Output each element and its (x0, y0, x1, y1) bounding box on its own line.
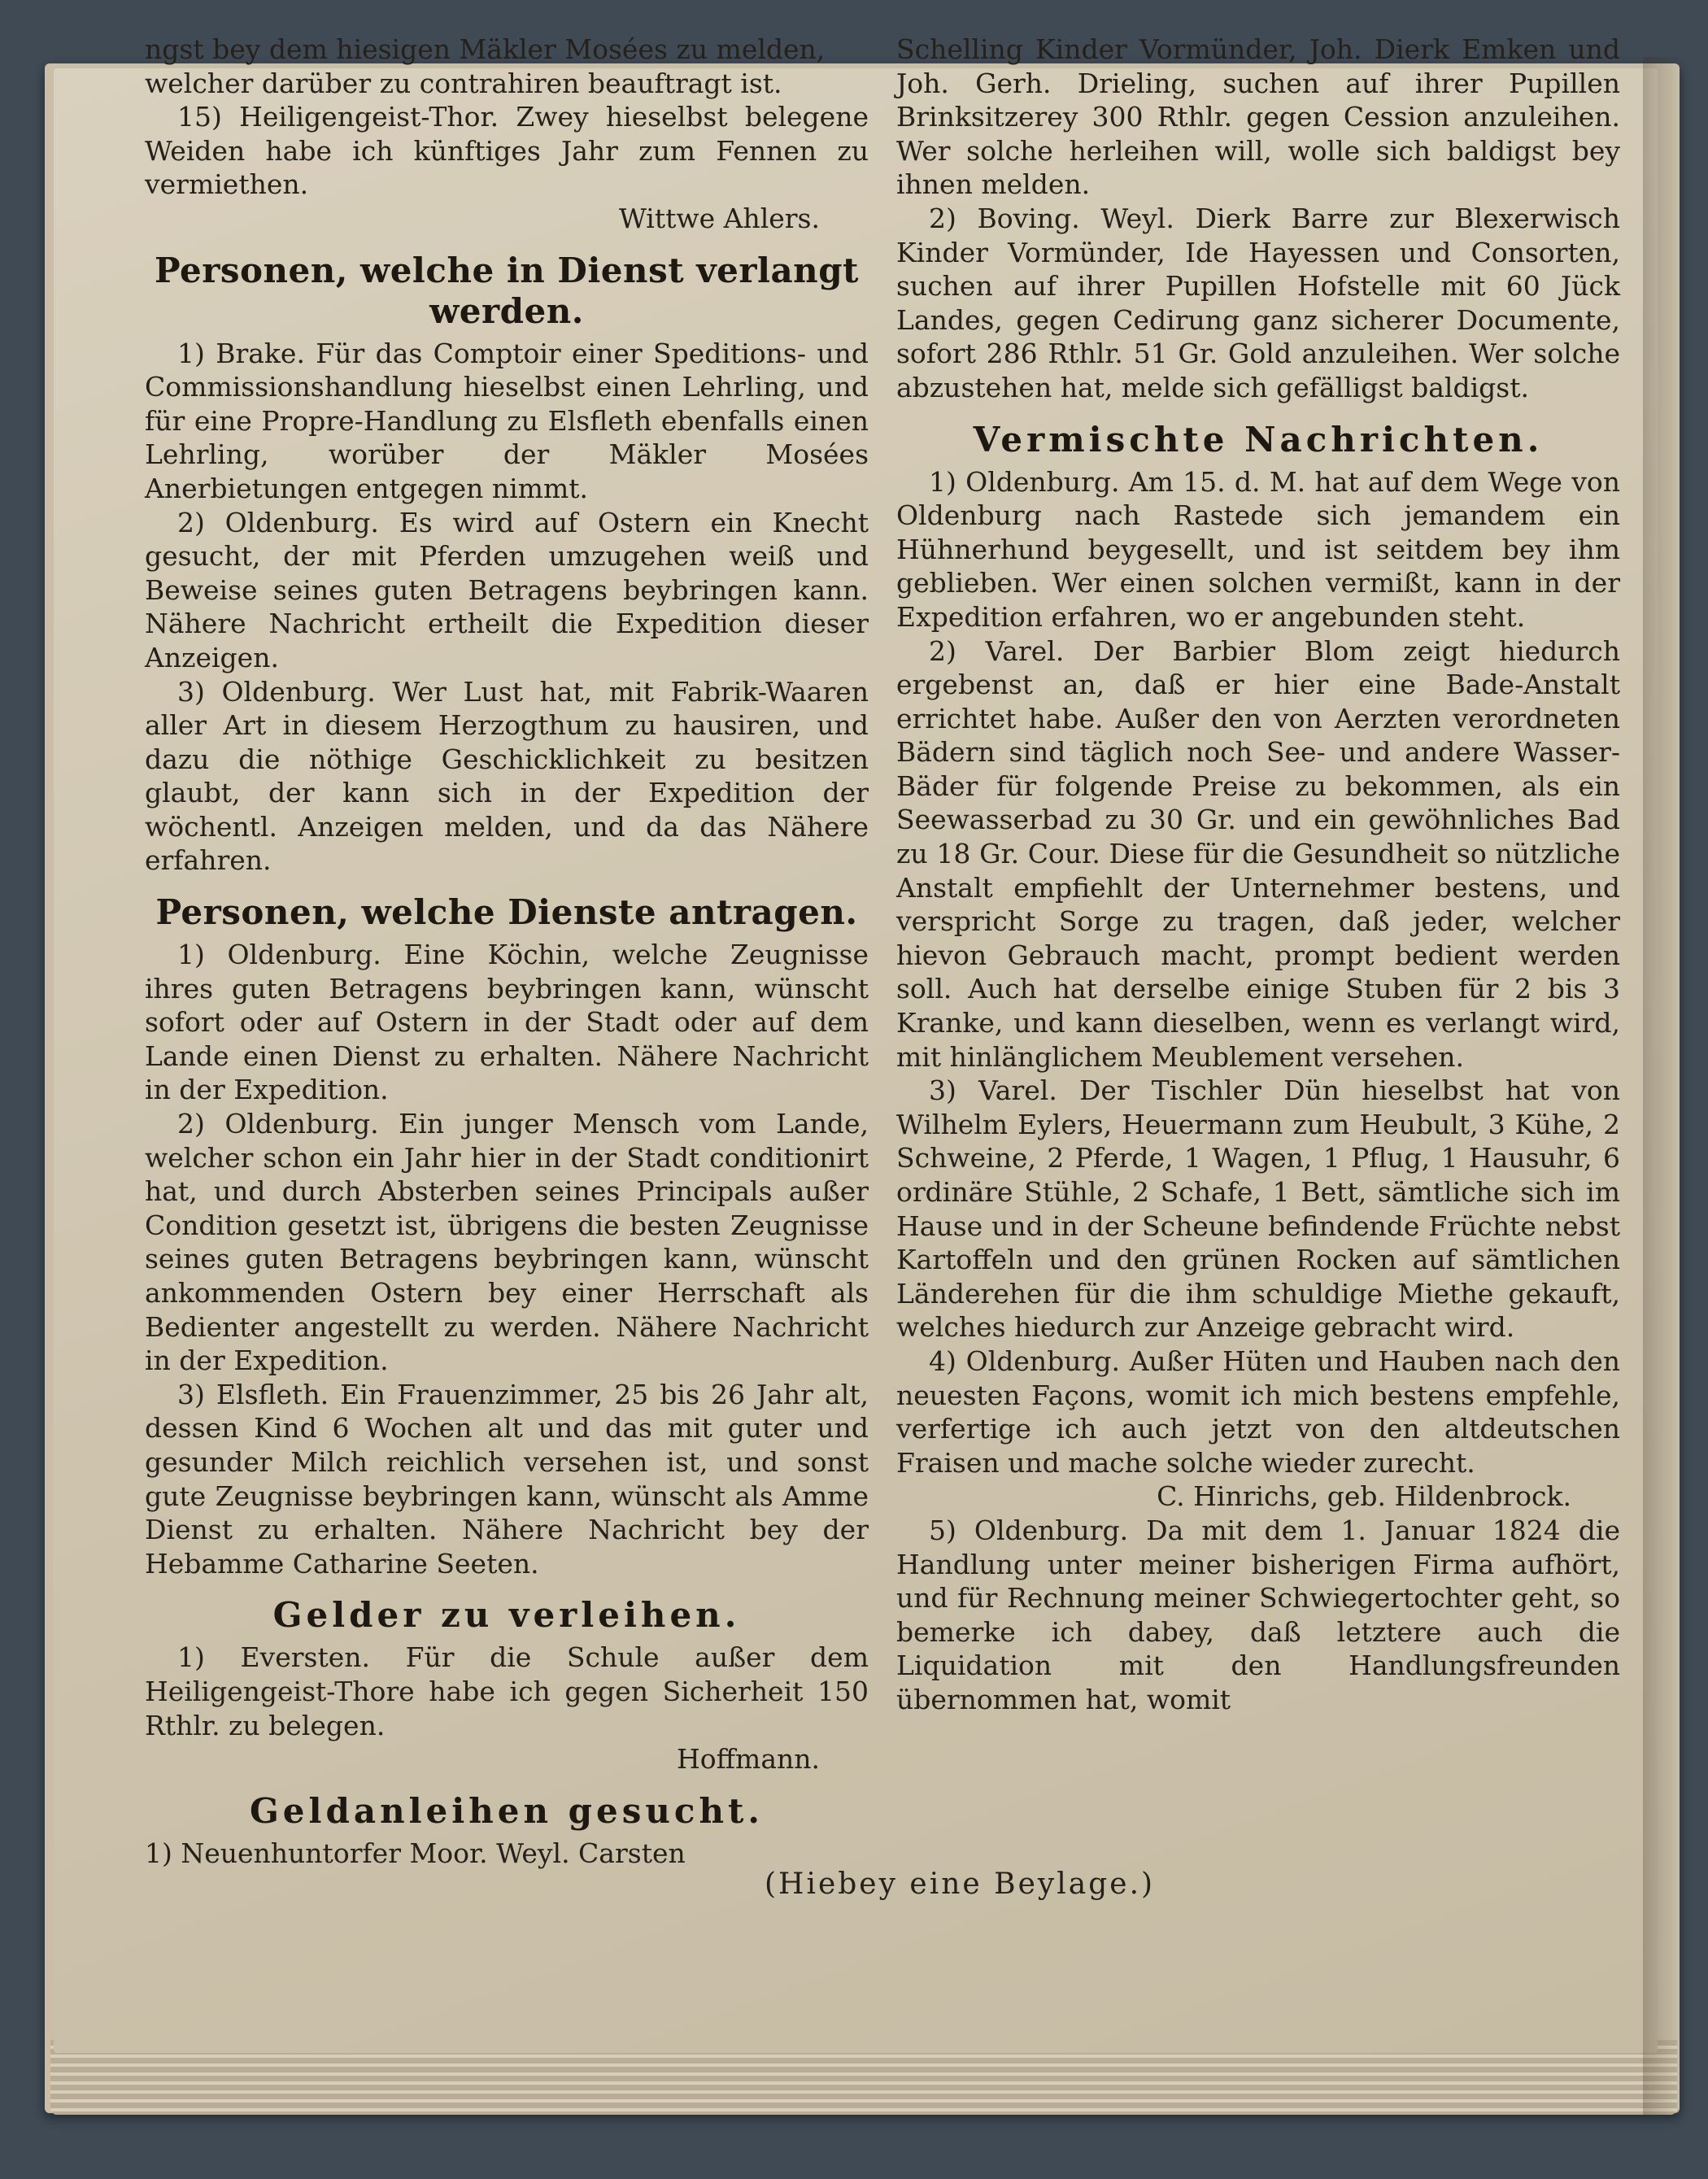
entry: 3) Elsfleth. Ein Frauenzimmer, 25 bis 26 Jahr alt, dessen Kind 6 Wochen alt und das mit guter und gesunder Milch reichlich versehen ist, und sonst gute Zeugnisse beybringen kann, wünscht als Amme Dienst zu erhalten. Nähere Nachricht bey der Hebamme Catharine Seeten. (145, 1378, 869, 1580)
entry: 2) Boving. Weyl. Dierk Barre zur Blexerwisch Kinder Vormünder, Ide Hayessen und Consorten, suchen auf ihrer Pupillen Hofstelle mit 60 Jück Landes, gegen Cedirung ganz sicherer Documente, sofort 286 Rthlr. 51 Gr. Gold anzuleihen. Wer solche abzustehen hat, melde sich gefälligst baldigst. (896, 202, 1620, 403)
entry: 1) Neuenhuntorfer Moor. Weyl. Carsten (145, 1837, 686, 1869)
entry: 1) Eversten. Für die Schule außer dem Heiligengeist-Thore habe ich gegen Sicherheit 150 Rthlr. zu belegen. (145, 1641, 869, 1741)
section-heading: Personen, welche Dienste antragen. (155, 892, 858, 933)
left-column (145, 33, 869, 1870)
entry: 5) Oldenburg. Da mit dem 1. Januar 1824 die Handlung unter meiner bisherigen Firma aufhört, und für Rechnung meiner Schwiegertochter geht, so bemerke ich dabey, daß letztere auch die Liquidation mit den Handlungsfreunden übernommen hat, womit (896, 1514, 1620, 1715)
footer-note: (Hiebey eine Beylage.) (765, 1867, 1156, 1901)
right-column (896, 33, 1620, 1717)
entry: 1) Oldenburg. Am 15. d. M. hat auf dem Wege von Oldenburg nach Rastede sich jemandem ein Hühnerhund beygesellt, und ist seitdem bey ihm geblieben. Wer einen solchen vermißt, kann in der Expedition erfahren, wo er angebunden steht. (896, 465, 1620, 633)
entry: 2) Varel. Der Barbier Blom zeigt hiedurch ergebenst an, daß er hier eine Bade-Anstalt errichtet habe. Außer den von Aerzten verordneten Bädern sind täglich noch See- und andere Wasser-Bäder für folgende Preise zu bekommen, als ein Seewasserbad zu 30 Gr. und ein gewöhnliches Bad zu 18 Gr. Cour. Diese für die Gesundheit so nützliche Anstalt empfiehlt der Unternehmer bestens, und verspricht Sorge zu tragen, daß jeder, welcher hievon Gebrauch macht, prompt bedient werden soll. Auch hat derselbe einige Stuben für 2 bis 3 Kranke, und kann dieselben, wenn es verlangt wird, mit hinlänglichem Meublement versehen. (896, 634, 1620, 1073)
section-heading: Gelder zu verleihen. (272, 1595, 741, 1636)
signature: Wittwe Ahlers. (618, 202, 820, 234)
entry: 3) Oldenburg. Wer Lust hat, mit Fabrik-Waaren aller Art in diesem Herzogthum zu hausiren, und dazu die nöthige Geschicklichkeit zu besitzen glaubt, der kann sich in der Expedition der wöchentl. Anzeigen melden, und da das Nähere erfahren. (145, 675, 869, 877)
signature: Hoffmann. (676, 1743, 820, 1776)
binding-shadow (1643, 57, 1680, 2115)
section-heading: Geldanleihen gesucht. (249, 1790, 765, 1831)
entry: 1) Oldenburg. Eine Köchin, welche Zeugnisse ihres guten Betragens beybringen kann, wünscht sofort oder auf Ostern in der Stadt oder auf dem Lande einen Dienst zu erhalten. Nähere Nachricht in der Expedition. (145, 939, 869, 1106)
entry: 4) Oldenburg. Außer Hüten und Hauben nach den neuesten Façons, womit ich mich bestens empfehle, verfertige ich auch jetzt von den altdeutschen Fraisen und mache solche wieder zurecht. (896, 1344, 1620, 1479)
entry: 1) Brake. Für das Comptoir einer Speditions- und Commissionshandlung hieselbst einen Lehrling, und für eine Propre-Handlung zu Elsfleth ebenfalls einen Lehrling, worüber der Mäkler Mosées Anerbietungen entgegen nimmt. (145, 337, 869, 504)
continued-entry: Schelling Kinder Vormünder, Joh. Dierk Emken und Joh. Gerh. Drieling, suchen auf ihrer Pupillen Brinksitzerey 300 Rthlr. gegen Cession anzuleihen. Wer solche herleihen will, wolle sich baldigst bey ihnen melden. (896, 33, 1620, 201)
entry: 2) Oldenburg. Ein junger Mensch vom Lande, welcher schon ein Jahr hier in der Stadt conditionirt hat, und durch Absterben seines Principals außer Condition gesetzt ist, übrigens die besten Zeugnisse seines guten Betragens beybringen kann, wünscht ankommenden Ostern bey einer Herrschaft als Bedienter angestellt zu werden. Nähere Nachricht in der Expedition. (145, 1108, 869, 1377)
entry-15: 15) Heiligengeist-Thor. Zwey hieselbst belegene Weiden habe ich künftiges Jahr zum Fennen zu vermiethen. (145, 101, 869, 201)
continued-line: welcher darüber zu contrahiren beauftragt ist. (145, 67, 782, 99)
section-heading: Vermischte Nachrichten. (973, 419, 1544, 460)
section-heading: Personen, welche in Dienst verlangt werden. (155, 250, 859, 331)
entry: 2) Oldenburg. Es wird auf Ostern ein Knecht gesucht, der mit Pferden umzugehen weiß und Beweise seines guten Betragens beybringen kann. Nähere Nachricht ertheilt die Expedition dieser Anzeigen. (145, 506, 869, 673)
signature: C. Hinrichs, geb. Hildenbrock. (1157, 1480, 1571, 1513)
continued-line: ngst bey dem hiesigen Mäkler Mosées zu melden, (145, 33, 826, 65)
entry: 3) Varel. Der Tischler Dün hieselbst hat von Wilhelm Eylers, Heuermann zum Heubult, 3 Kühe, 2 Schweine, 2 Pferde, 1 Wagen, 1 Pflug, 1 Hausuhr, 6 ordinäre Stühle, 2 Schafe, 1 Bett, sämtliche sich im Hause und in der Scheune befindende Früchte nebst Kartoffeln und den grünen Rocken auf sämtlichen Länderehen für die ihm schuldige Miethe gekauft, welches hiedurch zur Anzeige gebracht wird. (896, 1074, 1620, 1344)
